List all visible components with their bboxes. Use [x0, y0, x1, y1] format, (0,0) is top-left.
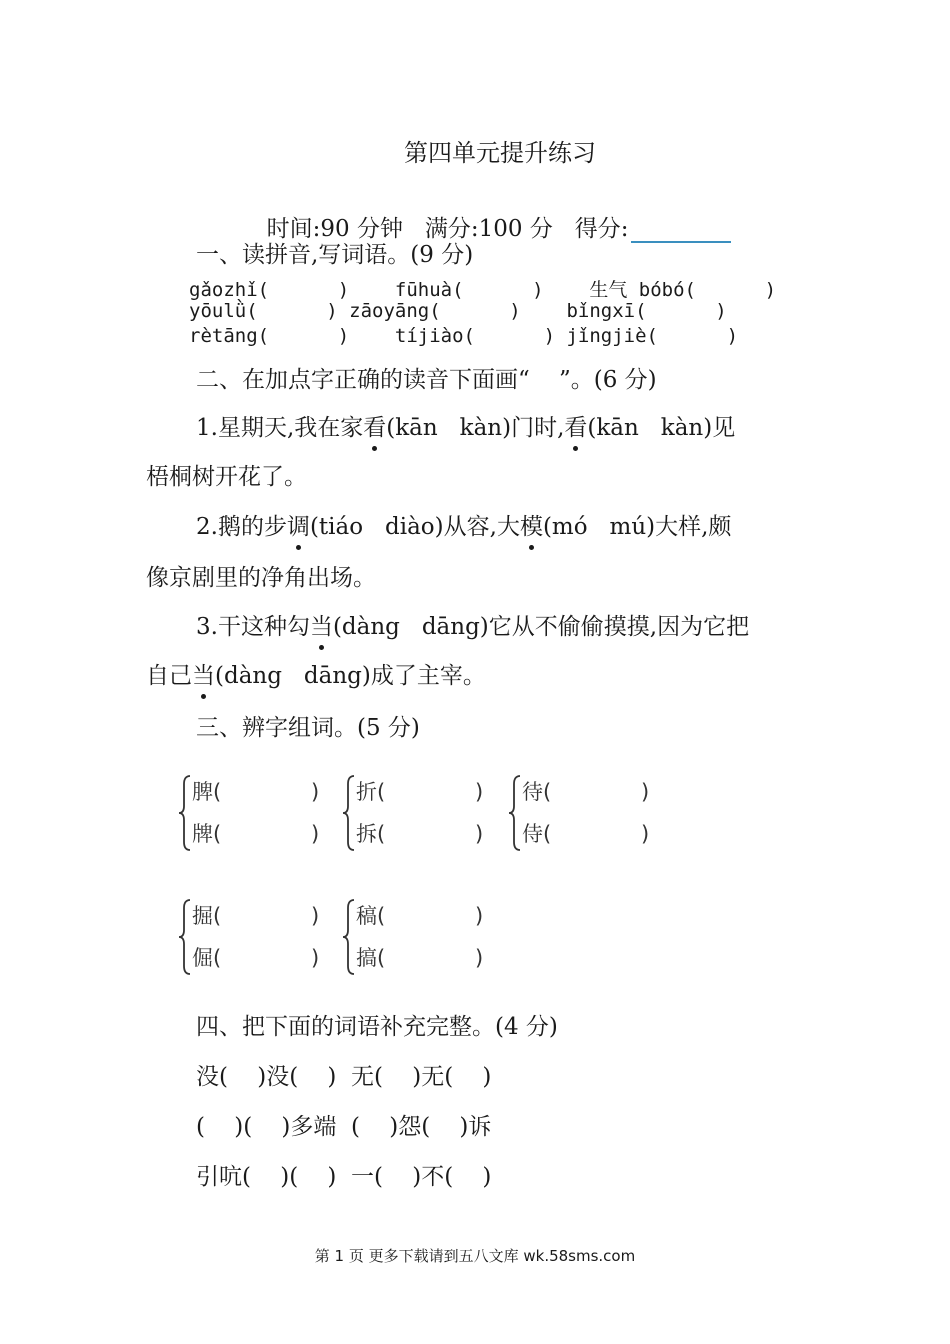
- brace-icon: [178, 898, 192, 976]
- score-blank[interactable]: [631, 219, 731, 243]
- idiom-row: 引吭( )( ) 一( )不( ): [196, 1164, 492, 1190]
- answer-blank[interactable]: (: [543, 822, 552, 846]
- question-1-line: 1.星期天,我在家看(kān kàn)门时,看(kān kàn)见: [196, 409, 735, 442]
- question-3-line: 3.干这种勾当(dàng dāng)它从不偷偷摸摸,因为它把: [196, 608, 749, 641]
- char-pair: 折( ) 拆( ): [342, 772, 492, 856]
- question-3-line-2: 自己当(dàng dāng)成了主宰。: [146, 657, 486, 690]
- char-b: 牌: [192, 822, 213, 846]
- answer-blank[interactable]: (: [377, 946, 386, 970]
- char-a: 待: [522, 780, 543, 804]
- char-a: 稿: [356, 904, 377, 928]
- dotted-char: 当: [310, 608, 333, 641]
- score-label: 得分:: [574, 216, 629, 242]
- pinyin-row: gǎozhǐ( ) fūhuà( ) 生气 bóbó( ): [189, 279, 777, 301]
- char-a: 折: [356, 780, 377, 804]
- question-2-line: 2.鹅的步调(tiáo diào)从容,大模(mó mú)大样,颇: [196, 508, 731, 541]
- idiom-row: 没( )没( ) 无( )无( ): [196, 1064, 492, 1090]
- dotted-char: 模: [520, 508, 543, 541]
- section-3-heading: 三、辨字组词。(5 分): [196, 715, 420, 741]
- question-1-line-2: 梧桐树开花了。: [146, 464, 307, 490]
- time-limit: 时间:90 分钟: [266, 216, 403, 242]
- full-score: 满分:100 分: [424, 216, 553, 242]
- answer-blank[interactable]: (: [543, 780, 552, 804]
- dotted-char: 看: [564, 409, 587, 442]
- char-pair: 脾( ) 牌( ): [178, 772, 328, 856]
- section-4-heading: 四、把下面的词语补充完整。(4 分): [196, 1014, 558, 1040]
- page-title: 第四单元提升练习: [404, 139, 596, 167]
- section-1-heading: 一、读拼音,写词语。(9 分): [196, 242, 474, 268]
- brace-icon: [508, 774, 522, 852]
- pinyin-row: rètāng( ) tíjiào( ) jǐngjiè( ): [189, 325, 739, 347]
- page-footer: 第 1 页 更多下载请到五八文库 wk.58sms.com: [314, 1247, 636, 1265]
- brace-icon: [342, 898, 356, 976]
- char-b: 侍: [522, 822, 543, 846]
- exam-meta: [252, 184, 731, 243]
- answer-blank[interactable]: (: [213, 904, 222, 928]
- char-b: 搞: [356, 946, 377, 970]
- section-2-heading: 二、在加点字正确的读音下面画“ ”。(6 分): [196, 367, 657, 393]
- char-b: 倔: [192, 946, 213, 970]
- answer-blank[interactable]: (: [377, 780, 386, 804]
- char-pair: 掘( ) 倔( ): [178, 896, 328, 980]
- char-a: 掘: [192, 904, 213, 928]
- pinyin-row: yōulǜ( ) zāoyāng( ) bǐngxī( ): [189, 300, 727, 322]
- dotted-char: 调: [287, 508, 310, 541]
- char-pair: 待( ) 侍( ): [508, 772, 658, 856]
- answer-blank[interactable]: (: [213, 946, 222, 970]
- answer-blank[interactable]: (: [213, 780, 222, 804]
- question-2-line-2: 像京剧里的净角出场。: [146, 565, 376, 591]
- dotted-char: 看: [363, 409, 386, 442]
- dotted-char: 当: [192, 657, 215, 690]
- char-pair: 稿( ) 搞( ): [342, 896, 492, 980]
- brace-icon: [178, 774, 192, 852]
- idiom-row: ( )( )多端 ( )怨( )诉: [196, 1114, 492, 1140]
- answer-blank[interactable]: (: [377, 822, 386, 846]
- char-b: 拆: [356, 822, 377, 846]
- answer-blank[interactable]: (: [213, 822, 222, 846]
- brace-icon: [342, 774, 356, 852]
- char-a: 脾: [192, 780, 213, 804]
- answer-blank[interactable]: (: [377, 904, 386, 928]
